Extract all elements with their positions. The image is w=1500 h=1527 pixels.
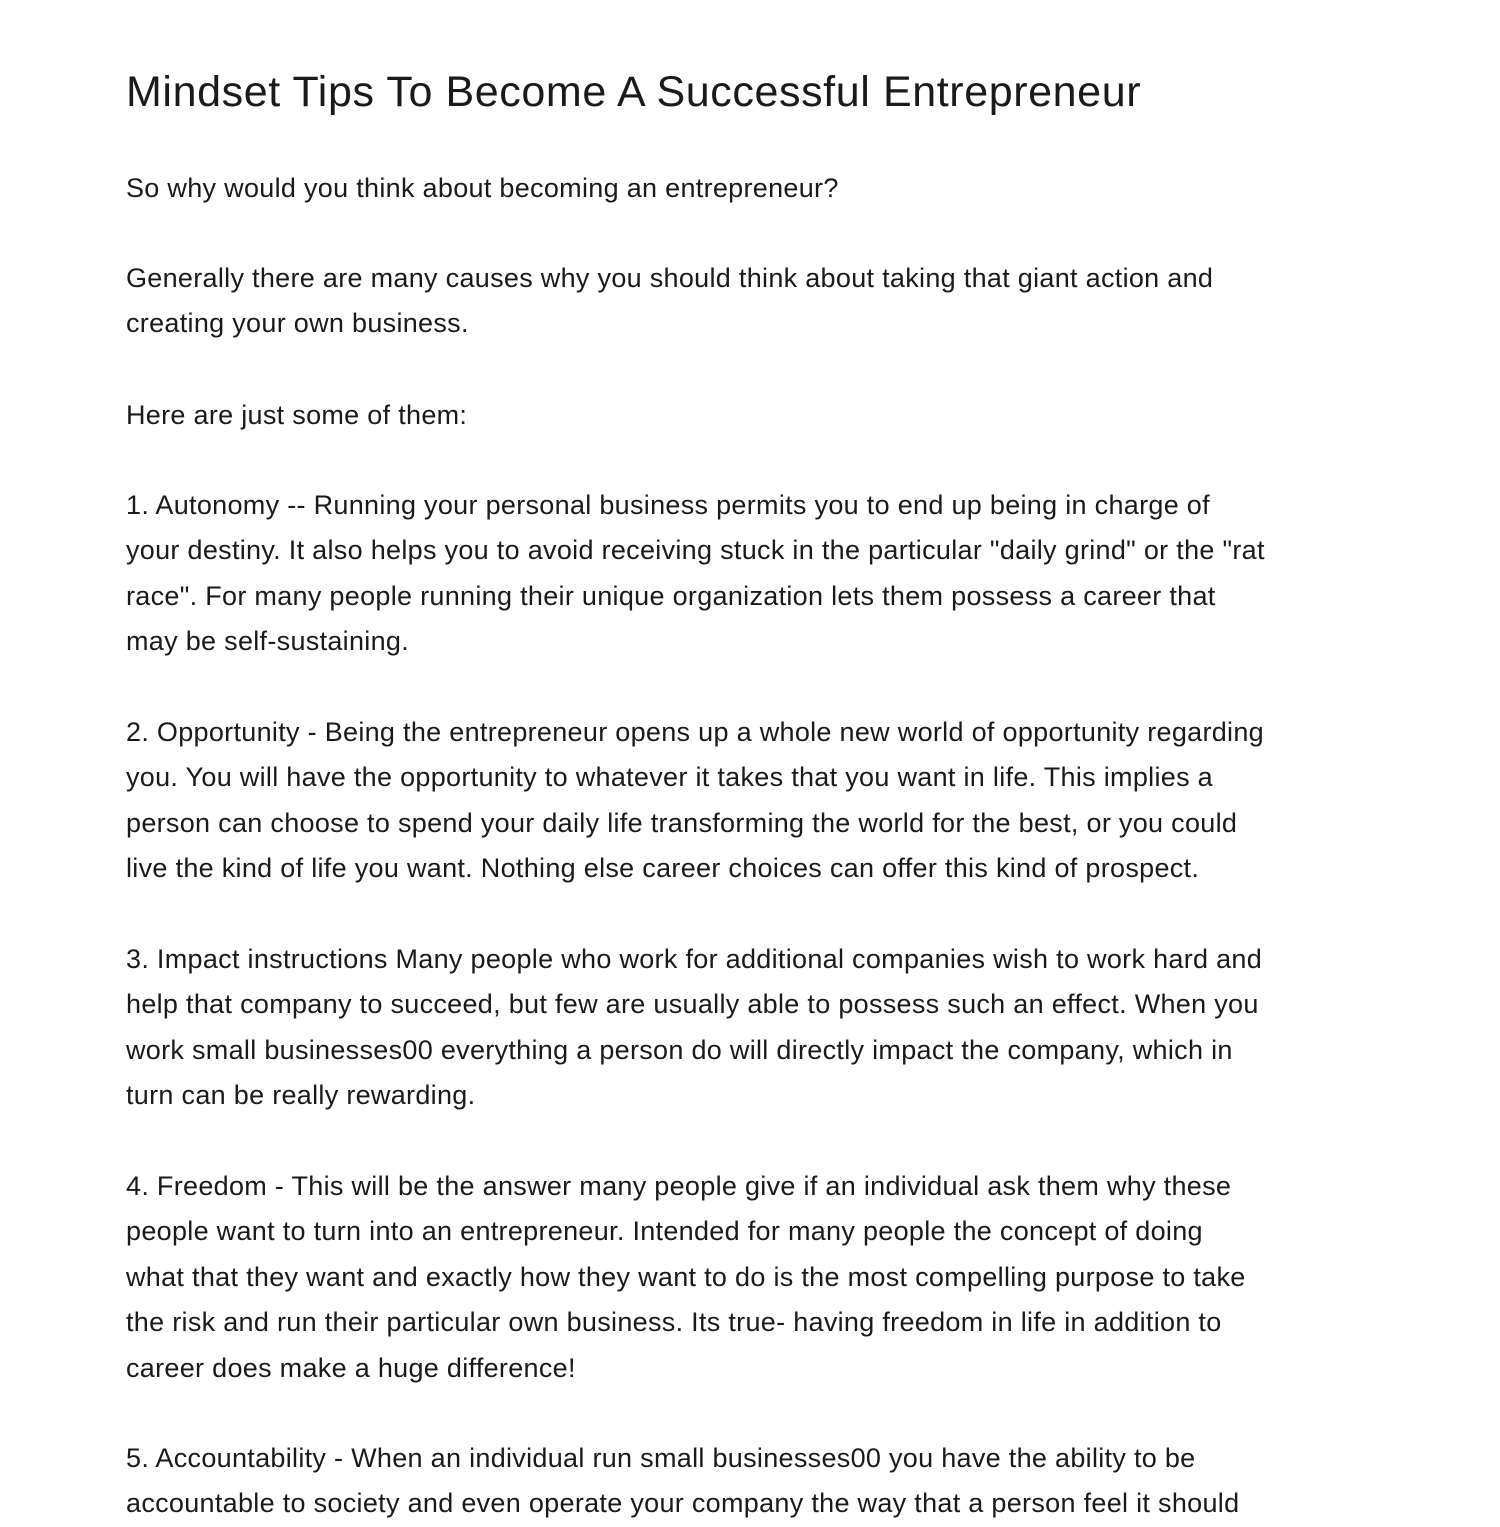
text-line: you. You will have the opportunity to whatever it takes that you want in life. This implies a <box>126 762 1213 793</box>
paragraph-list-intro <box>126 393 1386 438</box>
text-line: live the kind of life you want. Nothing else career choices can offer this kind of prospect. <box>126 853 1200 884</box>
text-line: work small businesses00 everything a person do will directly impact the company, which in <box>126 1034 1233 1065</box>
text-line: creating your own business. <box>126 308 469 339</box>
paragraph-impact <box>126 937 1386 1119</box>
text-line: your destiny. It also helps you to avoid receiving stuck in the particular "daily grind" or the "rat <box>126 535 1265 566</box>
text-line: accountable to society and even operate your company the way that a person feel it should <box>126 1488 1240 1519</box>
text-line: help that company to succeed, but few are usually able to possess such an effect. When you <box>126 989 1259 1020</box>
text-line: Here are just some of them: <box>126 400 468 430</box>
text-line: race". For many people running their unique organization lets them possess a career that <box>126 580 1216 611</box>
paragraph-accountability <box>126 1436 1386 1527</box>
paragraph-causes <box>126 256 1386 347</box>
text-line: may be self-sustaining. <box>126 626 410 657</box>
paragraph-opportunity <box>126 710 1386 892</box>
text-line: 1. Autonomy -- Running your personal business permits you to end up being in charge of <box>126 490 1210 520</box>
document-title: Mindset Tips To Become A Successful Entrepreneur <box>126 68 1142 116</box>
text-line: 3. Impact instructions Many people who work for additional companies wish to work hard and <box>126 944 1263 974</box>
text-line: turn can be really rewarding. <box>126 1080 476 1111</box>
text-line: career does make a huge difference! <box>126 1352 576 1383</box>
text-line: the risk and run their particular own business. Its true- having freedom in life in addition to <box>126 1307 1222 1338</box>
text-line: So why would you think about becoming an entrepreneur? <box>126 173 839 203</box>
text-line: 5. Accountability - When an individual run small businesses00 you have the ability to be <box>126 1443 1196 1473</box>
text-line: Generally there are many causes why you should think about taking that giant action and <box>126 263 1214 293</box>
text-line: 2. Opportunity - Being the entrepreneur opens up a whole new world of opportunity regarding <box>126 717 1264 747</box>
paragraph-autonomy <box>126 483 1386 665</box>
text-line: people want to turn into an entrepreneur. Intended for many people the concept of doing <box>126 1216 1203 1247</box>
text-line: person can choose to spend your daily life transforming the world for the best, or you could <box>126 807 1238 838</box>
paragraph-freedom <box>126 1164 1386 1391</box>
text-line: what that they want and exactly how they want to do is the most compelling purpose to take <box>126 1261 1246 1292</box>
paragraph-intro-question <box>126 166 1386 211</box>
text-line: 4. Freedom - This will be the answer many people give if an individual ask them why these <box>126 1171 1232 1201</box>
